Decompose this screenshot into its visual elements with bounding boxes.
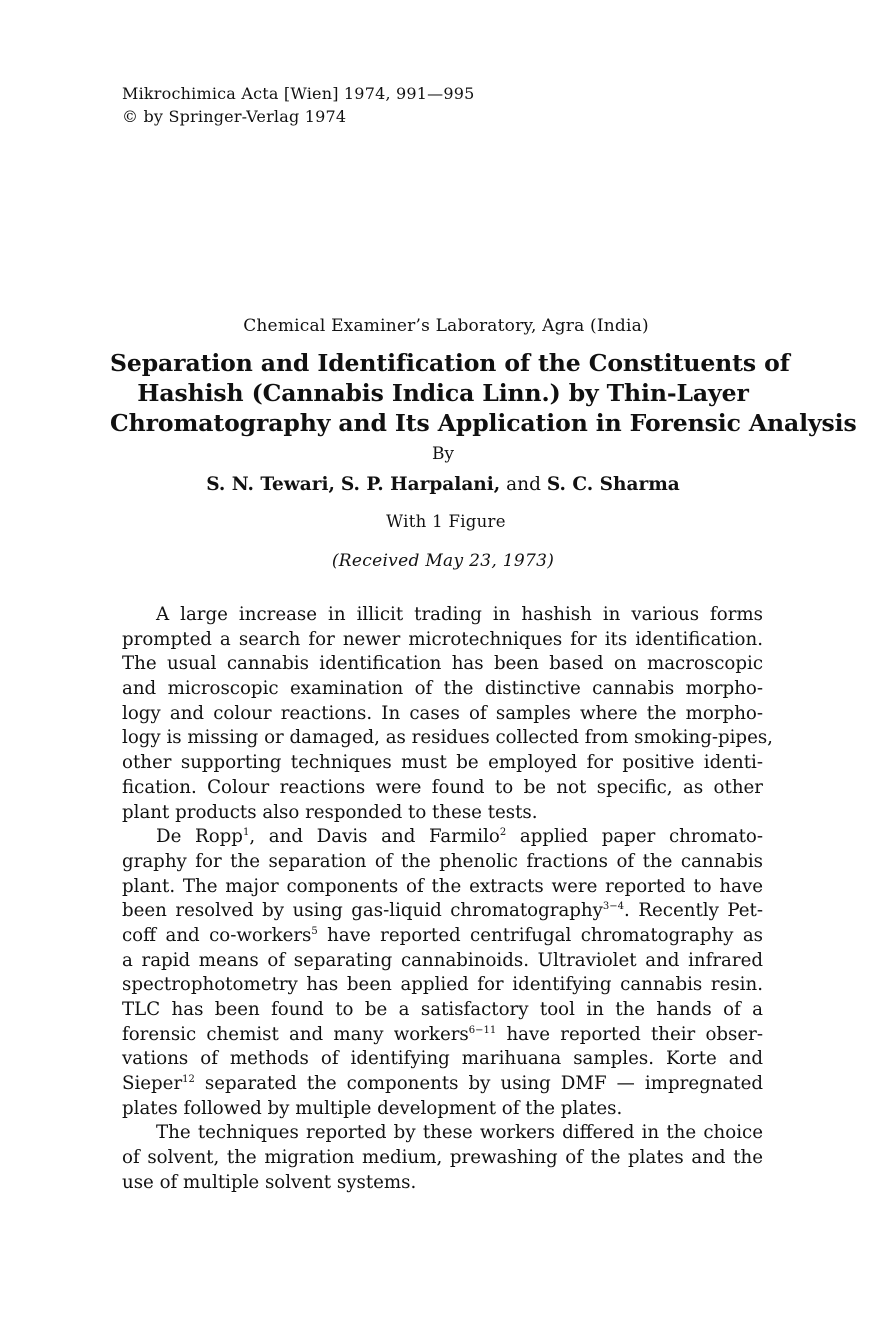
- author-2: S. P. Harpalani,: [340, 474, 501, 495]
- text-run: have reported their obser-: [496, 1023, 763, 1045]
- text-run: forensic chemist and many workers: [122, 1023, 469, 1045]
- citation-superscript: 2: [499, 827, 507, 839]
- copyright-line: © by Springer-Verlag 1974: [122, 107, 347, 126]
- paragraph-3: [122, 1121, 763, 1195]
- text-line: The techniques reported by these workers differed in the choice: [156, 1122, 763, 1144]
- text-run: been resolved by using gas-liquid chromatography: [122, 900, 603, 922]
- text-run: Sieper: [122, 1073, 183, 1095]
- text-line: plant products also responded to these tests.: [122, 801, 538, 823]
- received-date: (Received May 23, 1973): [331, 551, 555, 571]
- text-line: use of multiple solvent systems.: [122, 1171, 417, 1193]
- by-label: By: [431, 444, 455, 464]
- text-line: [122, 825, 763, 850]
- text-line: vations of methods of identifying marihuana samples. Korte and: [122, 1048, 763, 1070]
- paragraph-2: [122, 825, 763, 1121]
- text-line: [122, 899, 763, 924]
- text-line: A large increase in illicit trading in hashish in various forms: [156, 604, 763, 625]
- text-line: [122, 1072, 763, 1097]
- paragraph-1: [122, 603, 773, 825]
- citation-superscript: 5: [311, 925, 318, 937]
- author-1: S. N. Tewari,: [206, 474, 335, 495]
- paper-title: [110, 348, 857, 438]
- text-line: of solvent, the migration medium, prewashing of the plates and the: [122, 1147, 763, 1169]
- text-line: logy and colour reactions. In cases of samples where the morpho-: [122, 702, 763, 724]
- text-run: have reported centrifugal chromatography as: [317, 924, 763, 946]
- text-line: [122, 924, 763, 949]
- text-line: other supporting techniques must be employed for positive identi-: [122, 752, 763, 774]
- body-text: [122, 603, 773, 1196]
- authors: [0, 474, 886, 495]
- text-line: The usual cannabis identification has been based on macroscopic: [122, 653, 763, 675]
- authors-and: and: [506, 474, 541, 495]
- text-line: graphy for the separation of the phenolic fractions of the cannabis: [122, 850, 763, 872]
- text-line: a rapid means of separating cannabinoids. Ultraviolet and infrared: [122, 949, 763, 971]
- citation-superscript: 3−4: [602, 901, 625, 913]
- title-line-3: Chromatography and Its Application in Forensic Analysis: [110, 409, 857, 437]
- figure-note: With 1 Figure: [386, 512, 506, 531]
- text-run: . Recently Pet-: [624, 900, 763, 922]
- text-run: separated the components by using DMF — impregnated: [194, 1073, 763, 1095]
- text-line: plates followed by multiple development of the plates.: [122, 1097, 623, 1119]
- journal-header: [122, 82, 475, 128]
- text-line: and microscopic examination of the distinctive cannabis morpho-: [122, 678, 763, 700]
- text-line: TLC has been found to be a satisfactory tool in the hands of a: [122, 999, 763, 1020]
- text-run: De Ropp: [156, 826, 243, 848]
- text-line: [122, 1023, 763, 1048]
- citation-superscript: 12: [182, 1074, 195, 1086]
- text-run: coff and co-workers: [122, 924, 312, 946]
- citation-superscript: 6−11: [468, 1024, 497, 1036]
- journal-citation: Mikrochimica Acta [Wien] 1974, 991—995: [122, 84, 475, 103]
- text-run: applied paper chromato-: [506, 826, 763, 848]
- text-line: spectrophotometry has been applied for identifying cannabis resin.: [122, 974, 763, 996]
- text-line: prompted a search for newer microtechniques for its identification.: [122, 628, 763, 650]
- citation-superscript: 1: [242, 827, 250, 839]
- text-line: plant. The major components of the extracts were reported to have: [122, 875, 763, 897]
- affiliation: Chemical Examiner’s Laboratory, Agra (India): [243, 316, 649, 336]
- text-line: logy is missing or damaged, as residues collected from smoking-pipes,: [122, 727, 773, 749]
- title-line-1: Separation and Identification of the Constituents of: [110, 349, 790, 377]
- text-line: fication. Colour reactions were found to be not specific, as other: [122, 776, 763, 798]
- author-3: S. C. Sharma: [546, 474, 680, 495]
- title-line-2: Hashish (Cannabis Indica Linn.) by Thin-Layer: [137, 379, 749, 407]
- text-run: , and Davis and Farmilo: [249, 826, 500, 848]
